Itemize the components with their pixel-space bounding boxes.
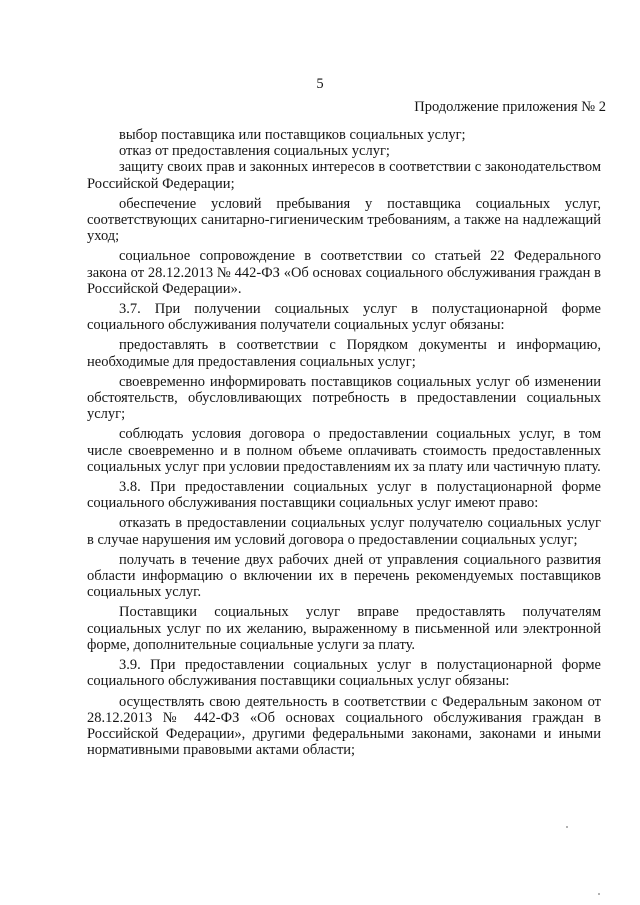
paragraph: соблюдать условия договора о предоставлении социальных услуг, в том числе своевременно и в полном объеме оплачивать стоимость предоставленных социальных услуг при условии предоставлениям их за плату или частичную плату.: [87, 426, 601, 475]
paragraph: 3.8. При предоставлении социальных услуг в полустационарной форме социального обслуживания поставщики социальных услуг имеют право:: [87, 479, 601, 512]
document-body: [87, 127, 601, 758]
paragraph: получать в течение двух рабочих дней от управления социального развития области информацию о включении их в перечень рекомендуемых поставщиков социальных услуг.: [87, 551, 601, 601]
paragraph: осуществлять свою деятельность в соответствии с Федеральным законом от 28.12.2013 № 442-ФЗ «Об основах социального обслуживания граждан в Российской Федерации», другими федеральными законами, законами и иными нормативными правовыми актами области;: [87, 693, 601, 759]
paragraph: своевременно информировать поставщиков социальных услуг об изменении обстоятельств, обусловливающих потребность в предоставлении социальных услуг;: [87, 373, 601, 423]
appendix-continuation-note: Продолжение приложения № 2: [414, 99, 606, 115]
scan-speck: [598, 893, 600, 895]
paragraph: 3.7. При получении социальных услуг в полустационарной форме социального обслуживания получатели социальных услуг обязаны:: [87, 301, 601, 334]
paragraph: обеспечение условий пребывания у поставщика социальных услуг, соответствующих санитарно-гигиеническим требованиям, а также на надлежащий уход;: [87, 195, 601, 245]
paragraph: Поставщики социальных услуг вправе предоставлять получателям социальных услуг по их желанию, выраженному в письменной или электронной форме, дополнительные социальные услуги за плату.: [87, 604, 601, 653]
paragraph: социальное сопровождение в соответствии со статьей 22 Федерального закона от 28.12.2013 № 442-ФЗ «Об основах социального обслуживания граждан в Российской Федерации».: [87, 248, 601, 297]
paragraph: выбор поставщика или поставщиков социальных услуг;: [119, 127, 466, 143]
paragraph: защиту своих прав и законных интересов в соответствии с законодательством Российской Федерации;: [87, 159, 601, 192]
paragraph: предоставлять в соответствии с Порядком документы и информацию, необходимые для предоставления социальных услуг;: [87, 337, 601, 370]
page-number: 5: [316, 76, 324, 92]
paragraph: отказ от предоставления социальных услуг;: [119, 143, 390, 160]
scan-speck: [566, 826, 568, 828]
paragraph: 3.9. При предоставлении социальных услуг в полустационарной форме социального обслуживания поставщики социальных услуг обязаны:: [87, 657, 601, 690]
paragraph: отказать в предоставлении социальных услуг получателю социальных услуг в случае нарушения им условий договора о предоставлении социальных услуг;: [87, 515, 601, 548]
